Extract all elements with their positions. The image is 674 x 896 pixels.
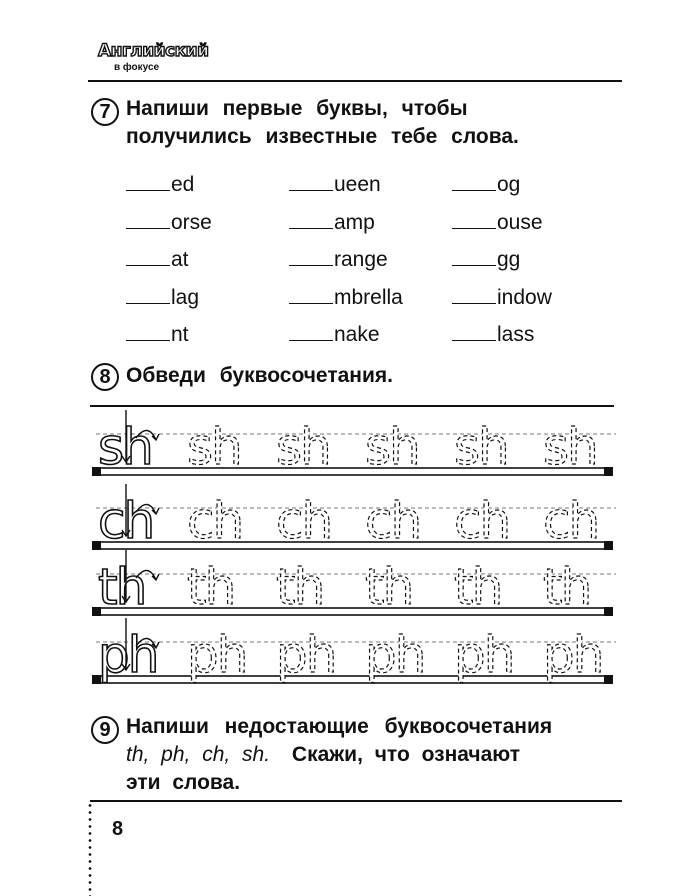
trace-letters: ph — [98, 626, 158, 684]
trace-letters: th — [276, 558, 324, 616]
word-ending: ed — [171, 173, 195, 196]
word-blank[interactable] — [126, 322, 170, 341]
trace-letters: ch — [454, 492, 510, 550]
word-item — [126, 285, 199, 310]
row-end-square — [604, 675, 613, 684]
trace-baseline — [96, 542, 606, 549]
trace-row-th — [92, 550, 616, 616]
word-ending: nt — [171, 323, 189, 346]
word-item — [289, 247, 388, 272]
trace-letters: ph — [187, 626, 247, 684]
trace-letters: th — [543, 558, 591, 616]
task9-number: 9 — [91, 716, 119, 744]
word-item — [126, 322, 189, 347]
word-ending: ueen — [334, 173, 381, 196]
word-ending: lag — [171, 286, 200, 309]
word-ending: ouse — [497, 211, 543, 234]
task9-line1: Напиши недостающие буквосочетания — [126, 715, 553, 738]
word-blank[interactable] — [126, 210, 170, 229]
word-ending: range — [334, 248, 388, 271]
trace-letters: ph — [454, 626, 514, 684]
word-ending: at — [171, 248, 189, 271]
word-item — [126, 172, 194, 197]
trace-letters: ch — [543, 492, 599, 550]
word-blank[interactable] — [126, 285, 170, 304]
word-blank[interactable] — [289, 285, 333, 304]
trace-row-ph — [92, 618, 616, 684]
word-item — [126, 210, 212, 235]
logo-subtitle: в фокусе — [114, 62, 160, 73]
word-ending: og — [497, 173, 521, 196]
task9-line2 — [126, 741, 520, 769]
task7-heading-line2: получились известные тебе слова. — [126, 125, 519, 148]
word-item — [452, 247, 520, 272]
dotted-margin — [88, 802, 92, 896]
trace-baseline — [96, 608, 606, 615]
trace-letters: sh — [98, 418, 152, 476]
word-item — [452, 172, 520, 197]
trace-letters: th — [98, 558, 146, 616]
word-item — [452, 210, 543, 235]
word-item — [289, 210, 375, 235]
trace-baseline — [96, 468, 606, 475]
trace-letters: sh — [454, 418, 508, 476]
word-ending: mbrella — [334, 286, 403, 309]
word-blank[interactable] — [452, 172, 496, 191]
word-item — [289, 322, 380, 347]
header-rule — [88, 80, 622, 82]
row-end-square — [604, 467, 613, 476]
page-number: 8 — [112, 818, 124, 840]
task8-heading: Обведи буквосочетания. — [126, 364, 393, 387]
trace-letters: sh — [365, 418, 419, 476]
word-blank[interactable] — [452, 247, 496, 266]
trace-row-sh — [92, 410, 616, 476]
row-end-square — [604, 607, 613, 616]
trace-letters: th — [454, 558, 502, 616]
trace-letters: ph — [543, 626, 603, 684]
trace-letters: th — [365, 558, 413, 616]
trace-letters: ch — [187, 492, 243, 550]
trace-letters: th — [187, 558, 235, 616]
trace-baseline — [96, 676, 606, 683]
trace-letters: ch — [365, 492, 421, 550]
tracing-area — [88, 405, 618, 705]
word-blank[interactable] — [126, 172, 170, 191]
word-ending: lass — [497, 323, 535, 346]
task8-number: 8 — [91, 363, 119, 391]
word-item — [452, 322, 534, 347]
word-blank[interactable] — [289, 172, 333, 191]
trace-letters: ph — [276, 626, 336, 684]
trace-letters: sh — [543, 418, 597, 476]
word-item — [289, 285, 403, 310]
row-end-square — [604, 541, 613, 550]
trace-letters: ch — [98, 492, 154, 550]
trace-letters: sh — [187, 418, 241, 476]
word-blank[interactable] — [452, 322, 496, 341]
word-blank[interactable] — [289, 322, 333, 341]
word-ending: nake — [334, 323, 380, 346]
task9-line2-rest: Скажи, что означают — [291, 743, 521, 766]
word-blank[interactable] — [289, 210, 333, 229]
trace-letters: ch — [276, 492, 332, 550]
trace-letters: sh — [276, 418, 330, 476]
trace-letters: ph — [365, 626, 425, 684]
logo-title: Английский — [98, 41, 209, 61]
word-item — [126, 247, 189, 272]
task7-number: 7 — [91, 98, 119, 126]
word-ending: orse — [171, 211, 212, 234]
word-ending: gg — [497, 248, 521, 271]
word-blank[interactable] — [126, 247, 170, 266]
word-blank[interactable] — [289, 247, 333, 266]
word-item — [452, 285, 552, 310]
word-blank[interactable] — [452, 210, 496, 229]
trace-row-ch — [92, 484, 616, 550]
word-blank[interactable] — [452, 285, 496, 304]
word-ending: indow — [497, 286, 552, 309]
logo — [98, 40, 209, 82]
word-item — [289, 172, 381, 197]
task7-heading-line1: Напиши первые буквы, чтобы — [126, 97, 468, 120]
task9-combos: th, ph, ch, sh. — [126, 743, 271, 766]
word-ending: amp — [334, 211, 375, 234]
footer-rule — [90, 800, 622, 802]
task9-line3: эти слова. — [126, 771, 241, 794]
